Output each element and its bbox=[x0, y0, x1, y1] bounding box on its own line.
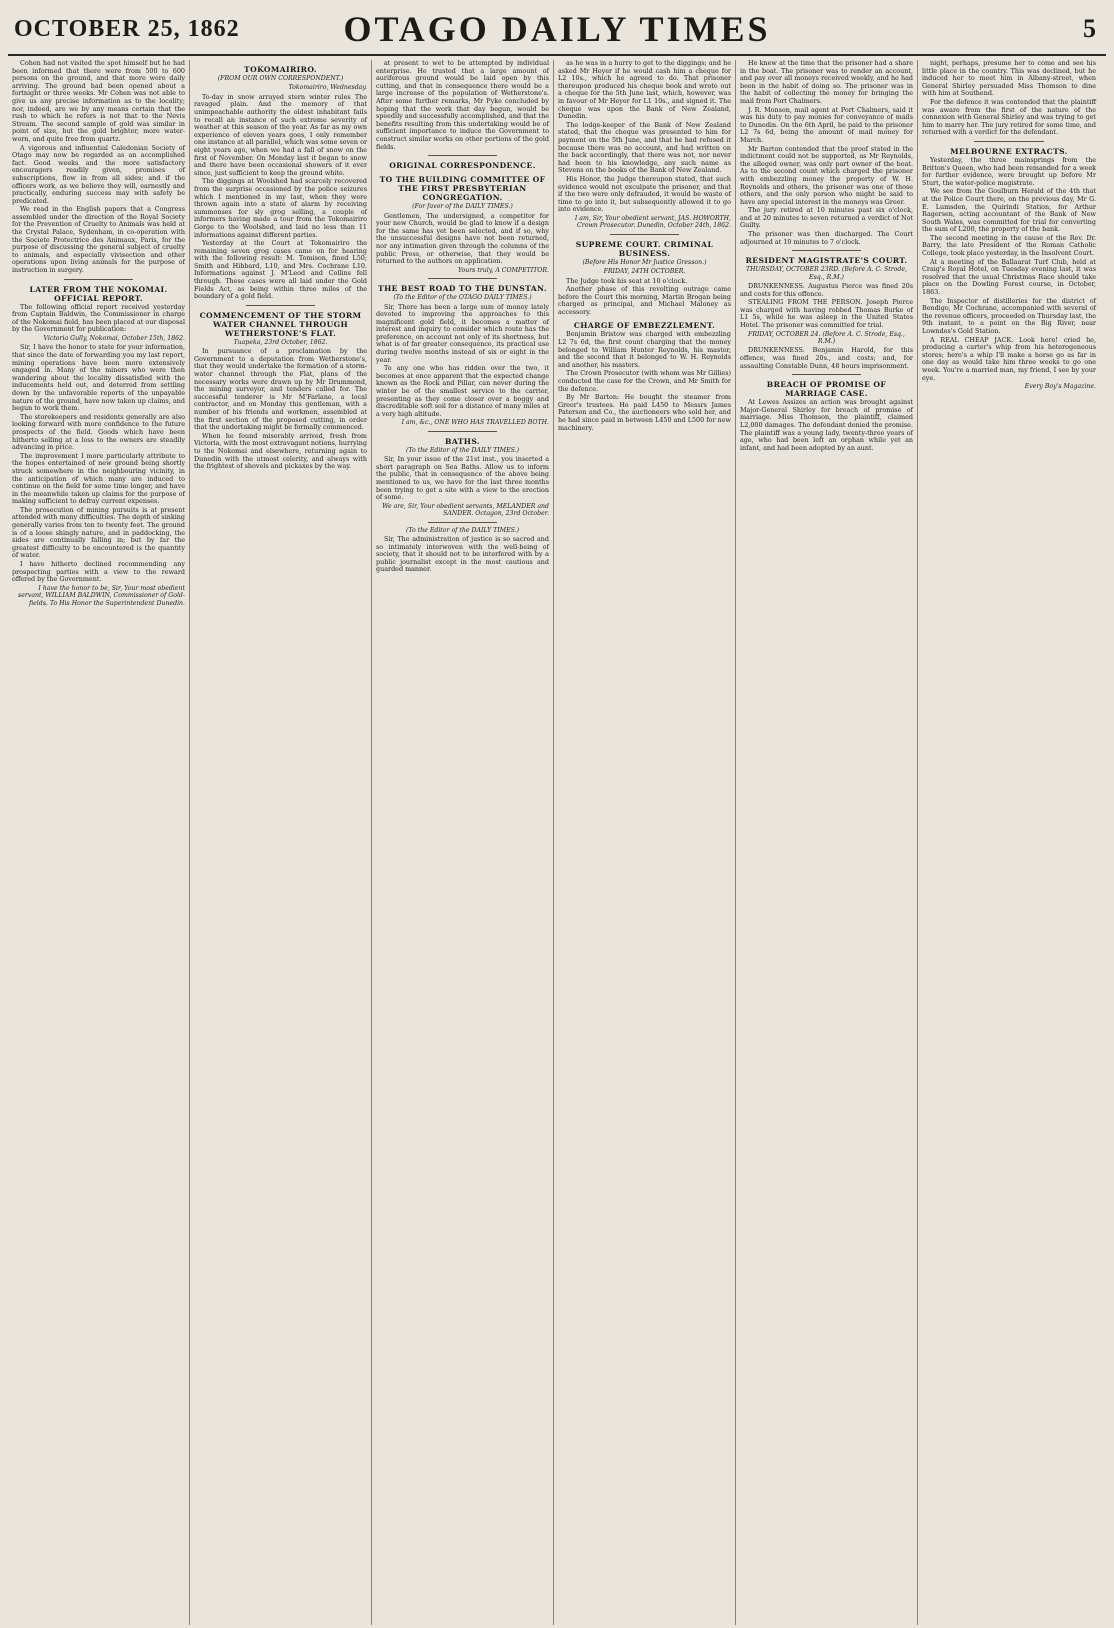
paragraph: The improvement I more particularly attribute to the hopes entertained of new ground being shortly struck somewhere in the neighbouring vicinity, in the anticipation of which many are induced to continue on the field for some time longer, and have in the meanwhile taken up claims for the purpose of making sufficient to defray current expenses. bbox=[12, 451, 185, 506]
paragraph: night, perhaps, presume her to come and see his little place in the country. This was declined, but he induced her to meet him in Albany-street, when General Shirley persuaded Miss Thomson to dine with him at Southend. bbox=[922, 60, 1096, 98]
paragraph: We read in the English papers that a Congress assembled under the direction of the Royal Society for the Prevention of Cruelty to Animals was held at the Crystal Palace, Sydenham, in co-operation with the Societe Protectrice des Animaux, Paris, for the purpose of discussing the general subject of cruelty to animals, and especially vivisection and other operations upon living animals for the purpose of instruction in surgery. bbox=[12, 205, 185, 275]
column-2 bbox=[190, 60, 372, 1625]
paragraph: Another phase of this revolting outrage came before the Court this morning, Martin Brogan being charged as principal, and Michael Maloney as accessory. bbox=[558, 285, 731, 316]
column-4 bbox=[554, 60, 736, 1625]
paragraph: To-day in snow arrayed stern winter rules The ravaged plain. And the memory of that unimpeachable authority the oldest inhabitant fails to recall an instance of such extreme severity of weather at this season of the year. As far as my own experience of eleven years goes, I only remember one instance at all parallel, which was some seven or eight years ago, when we had a fall of snow on the first of November. On Monday last it began to snow and there have been occasional showers of it ever since, just sufficient to keep the ground white. bbox=[194, 92, 367, 177]
columns bbox=[8, 60, 1106, 1625]
signature: Yours truly, A COMPETITOR. bbox=[457, 266, 549, 274]
paragraph: The Crown Prosecutor (with whom was Mr Gillies) conducted the case for the Crown, and Mr Smith for the defence. bbox=[558, 369, 731, 393]
issue-date: OCTOBER 25, 1862 bbox=[14, 16, 240, 42]
paragraph: Sir, I have the honor to state for your information, that since the date of forwarding you my last report, mining operations have been more extensively engaged in. Many of the miners who were then wandering about the locality dissatisfied with the inducements held out, and deterred from settling down by the unfavorable reports of the unpayable nature of the ground, have now taken up claims, and begun to work them. bbox=[12, 343, 185, 413]
column-6 bbox=[918, 60, 1100, 1625]
court-note: THURSDAY, OCTOBER 23RD. (Before A. C. Strode, Esq., R.M.) bbox=[745, 266, 907, 281]
newspaper-title: OTAGO DAILY TIMES bbox=[343, 9, 771, 49]
court-note: FRIDAY, OCTOBER 24. (Before A. C. Strode, Esq., R.M.) bbox=[748, 330, 905, 346]
letter-heading: BATHS. bbox=[445, 436, 480, 446]
divider bbox=[974, 141, 1044, 142]
paragraph: Cohen had not visited the spot himself but he had been informed that there were from 500 to 600 persons on the ground, and that more were daily arriving. The ground had been opened about a fortnight or three weeks. Mr Cohen was not able to give us any precise information as to the locality; nor, indeed, are we by any means certain that the rush to which he refers is not that to the Nevis Stream. The second sample of gold was similar in point of size, but the gold brighter, more water-worn, and quite free from quartz. bbox=[12, 60, 185, 143]
column-5 bbox=[736, 60, 918, 1625]
dateline: Tuapeka, 23rd October, 1862. bbox=[233, 338, 328, 346]
paragraph: STEALING FROM THE PERSON. Joseph Pierce was charged with having robbed Thomas Burke of L1 5s, while he was asleep in the United States Hotel. The prisoner was committed for trial. bbox=[740, 298, 913, 330]
paragraph: Yesterday, the three mainsprings from the Britton's Queen, who had been remanded for a week for further evidence, were brought up before Mr Sturt, the water-police magistrate. bbox=[922, 155, 1096, 187]
paragraph: At a meeting of the Ballaarat Turf Club, held at Craig's Royal Hotel, on Tuesday evening last, it was resolved that the usual Christmas Race should take place on the Dowling Forest course, in October, 1863. bbox=[922, 257, 1096, 297]
dateline: Victoria Gully, Nokomai, October 15th, 1862. bbox=[43, 335, 185, 342]
signature: I have the honor to be, Sir, Your most obedient servant, WILLIAM BALDWIN, Commissioner of Gold-fields. To His Honor the Superintendent Dunedin. bbox=[18, 584, 185, 607]
column-3 bbox=[372, 60, 554, 1625]
paragraph: A REAL CHEAP JACK. Look here! cried he, producing a carter's whip from his heterogeneous stores; here's a whip I'll make a horse go as far in one day as would take him three weeks to go one week. You're a married man, my friend, I see by your eye. bbox=[922, 335, 1096, 382]
letter-note: (To the Editor of the OTAGO DAILY TIMES.) bbox=[393, 294, 532, 302]
section-heading: ORIGINAL CORRESPONDENCE. bbox=[389, 161, 536, 171]
article-heading: BREACH OF PROMISE OF MARRIAGE CASE. bbox=[766, 380, 887, 399]
paragraph: The following official report received yesterday from Captain Baldwin, the Commissioner in charge of the Nokomai field, has been placed at our disposal by the Government for publication: bbox=[12, 302, 185, 334]
court-note: (Before His Honor Mr Justice Gresson.) bbox=[582, 258, 707, 266]
paragraph: Sir, The administration of justice is so sacred and so intimately interwoven with the well-being of society, that it should not to be interfered with by a public journalist except in the most cautious and guarded manner. bbox=[376, 535, 549, 574]
letter-note: (To the Editor of the DAILY TIMES.) bbox=[406, 526, 519, 534]
article-heading: MELBOURNE EXTRACTS. bbox=[950, 146, 1068, 156]
paragraph: When he found miserably arrived, fresh from Victoria, with the most extravagant notions, hurrying to the Nokomai and elsewhere, returning again to Dunedin with the utmost celerity, and always with the frightest of shovels and pickaxes by the way. bbox=[194, 431, 367, 471]
signature: We are, Sir, Your obedient servants, MELANDER and SANDER. Octagon, 23rd October. bbox=[382, 502, 549, 518]
letter-heading: TO THE BUILDING COMMITTEE OF THE FIRST PRESBYTERIAN CONGREGATION. bbox=[379, 175, 546, 203]
page-number: 5 bbox=[1083, 14, 1096, 43]
divider bbox=[428, 431, 497, 432]
paragraph: At Lewes Assizes an action was brought against Major-General Shirley for breach of promise of marriage. Miss Thomson, the plaintiff, claimed L2,000 damages. The defendant denied the promise. The plaintiff was a young lady, twenty-three years of age, who had been left an orphan while yet an infant, and had been adopted by an aunt. bbox=[740, 398, 913, 452]
divider bbox=[792, 374, 861, 375]
divider bbox=[428, 155, 497, 156]
column-1 bbox=[8, 60, 190, 1625]
paragraph: DRUNKENNESS. Augustus Pierce was fined 20s and costs for this offence. bbox=[740, 282, 913, 298]
letter-note: (For favor of the DAILY TIMES.) bbox=[412, 203, 513, 211]
paragraph: The diggings at Woolshed had scarcely recovered from the surprise occasioned by the police seizures which I mentioned in my last, when they were thrown again into a state of alarm by receiving summonses for sly grog selling, a couple of informers having made a tour from the Tokomairiro Gorge to the Woolshed, and laid no less than 11 informations against different parties. bbox=[194, 177, 367, 239]
paragraph: The prisoner was then discharged. The Court adjourned at 10 minutes to 7 o'clock. bbox=[740, 230, 913, 246]
divider bbox=[610, 234, 679, 235]
paragraph: J. R. Monson, mail agent at Port Chalmers, said it was his duty to pay monies for conveyance of mails to Dunedin. On the 6th April, he paid to the prisoner L2 7s 6d, being the amount of mail money for March. bbox=[740, 105, 913, 144]
paragraph: as he was in a hurry to get to the diggings; and he asked Mr Heyer if he would cash him a cheque for L2 10s., which he agreed to do. That prisoner thereupon produced his cheque book and wrote out a cheque for the 5th June last, which, however, was in favour of Mr Heyer for L1 10s., and signed it. The cheque was upon the Bank of New Zealand, Dunedin. bbox=[558, 60, 731, 121]
paragraph: Benjamin Bristow was charged with embezzling L2 7s 6d, the first count charging that the money belonged to William Hunter Reynolds, his master, and the second that it belonged to W. H. Reynolds and another, his masters. bbox=[558, 330, 731, 369]
paragraph: Sir, There has been a large sum of money lately devoted to improving the approaches to this magnificent gold field, it becomes a matter of interest and inquiry to consider which route has the preference, on account not only of its shortness, but what is of far greater consequence, its practical use during twelve months instead of six or eight in the year. bbox=[376, 302, 549, 364]
paragraph: The storekeepers and residents generally are also looking forward with more confidence to the future prospects of the field. Goods which have been hitherto selling at a loss to the owners are steadily advancing in price. bbox=[12, 412, 185, 452]
divider bbox=[792, 250, 861, 251]
paragraph: His Honor, the Judge thereupon stated, that such evidence would not exculpate the prisoner, and that if the two were only defrauded, it would be waste of time to go into it, but subsequently allowed it to go into evidence. bbox=[558, 174, 731, 214]
paragraph: Gentlemen, The undersigned, a competitor for your new Church, would be glad to know if a design for the same has yet been selected, and if so, why the unsuccessful designs have not been returned, nor any intimation given through the columns of the public Press, or otherwise, that they would be returned to the authors on application. bbox=[376, 211, 549, 266]
paragraph: The lodge-keeper of the Bank of New Zealand stated, that the cheque was presented to him for payment on the 5th June, and that he had refused it because there was no account, and had written on the back accordingly, that there was not, nor never had been to his knowledge, any such name as Stevens on the books of the Bank of New Zealand. bbox=[558, 120, 731, 175]
paragraph: In pursuance of a proclamation by the Government to a deputation from Wetherstone's, that they would undertake the formation of a storm-water channel through the Flat, plans of the necessary works were drawn up by Mr Drummond, the mining surveyor, and tenders called for. The successful tenderer is Mr M'Farlane, a local contractor, and on Monday this gentleman, with a number of his friends and workmen, assembled at the first section of the proposed cutting, in order that the undertaking might be formally commenced. bbox=[194, 347, 367, 432]
dateline: Tokomairiro, Wednesday. bbox=[288, 84, 367, 92]
paragraph: To any one who has ridden over the two, it becomes at once apparent that the expected change known as the Rock and Pillar, can never during the winter be of the smallest service to the carrier, presenting as they come closer over a boggy and discreditable soft soil for a distance of many miles at a very high altitude. bbox=[376, 364, 549, 418]
divider bbox=[428, 278, 497, 279]
letter-heading: THE BEST ROAD TO THE DUNSTAN. bbox=[378, 284, 547, 294]
paragraph: A vigorous and influential Caledonian Society of Otago may now be regarded as an accomplished fact. Good weeks and the more satisfactory encouragers readily given, promises of subscriptions, flow in from all sides; and if the officers work, as we believe they will, earnestly and practically, enduring success may with safety be predicated. bbox=[12, 143, 185, 205]
paragraph: The Inspector of distilleries for the district of Bendigo, Mr Cochrane, accompanied with several of the revenue officers, proceeded on Thursday last, the 9th instant, to a point on the Big River, near Lowndes's Gold Station. bbox=[922, 296, 1096, 335]
article-heading: TOKOMAIRIRO. bbox=[244, 65, 317, 74]
divider bbox=[64, 279, 133, 280]
paragraph: He knew at the time that the prisoner had a share in the boat. The prisoner was to render an account, and pay over all moneys received weekly, and he had been in the habit of doing so. The prisoner was in the habit of collecting the money for bringing the mail from Port Chalmers. bbox=[740, 60, 913, 105]
divider bbox=[428, 522, 497, 523]
court-date: FRIDAY, 24TH OCTOBER. bbox=[603, 268, 686, 276]
article-heading: LATER FROM THE NOKOMAI. OFFICIAL REPORT. bbox=[29, 284, 168, 303]
paragraph: For the defence it was contended that the plaintiff was aware from the first of the nature of the connexion with General Shirley and was trying to get him to marry her. The jury retired for some time, and returned with a verdict for the defendant. bbox=[922, 97, 1096, 137]
paragraph: The prosecution of mining pursuits is at present attended with many difficulties. The depth of sinking generally varies from ten to twenty feet. The ground is of a loose shingly nature, and in paddocking, the sides are continually falling in; but by far the greatest difficulty to be encountered is the quantity of water. bbox=[12, 505, 185, 560]
paragraph: We see from the Goulburn Herald of the 4th that at the Police Court there, on the previous day, Mr G. E. Lumsden, the Quirindi Station, for Arthur Ragersen, acting accountant of the Bank of New South Wales, was committed for trial for converting the sum of L200, the property of the bank. bbox=[922, 187, 1096, 234]
paragraph: at present to wet to be attempted by individual enterprise. He trusted that a large amount of auriferous ground would be laid open by this cutting, and that in consequence there would be a large increase of the population of Wetherstone's. After some further remarks, Mr Pyke concluded by hoping that the work that day begun, would be speedily and successfully accomplished, and that the benefits resulting from this undertaking would be of sufficient importance to induce the Government to construct similar works on other portions of the gold fields. bbox=[376, 60, 549, 151]
paragraph: The jury retired at 10 minutes past six o'clock, and at 20 minutes to seven returned a verdict of Not Guilty. bbox=[740, 206, 913, 230]
case-heading: CHARGE OF EMBEZZLEMENT. bbox=[573, 321, 716, 331]
paragraph: The second meeting in the cause of the Rev. Dr. Barry, the late President of the Roman Catholic College, took place yesterday, in the Insolvent Court. bbox=[922, 233, 1096, 258]
paragraph: The Judge took his seat at 10 o'clock. bbox=[566, 276, 688, 285]
signature: I am, Sir, Your obedient servant, JAS. HOWORTH, Crown Prosecutor. Dunedin, October 24th, 1862. bbox=[574, 214, 731, 230]
signature: I am, &c., ONE WHO HAS TRAVELLED BOTH. bbox=[401, 419, 549, 427]
divider bbox=[246, 305, 315, 306]
article-heading: SUPREME COURT. CRIMINAL BUSINESS. bbox=[575, 239, 714, 258]
paragraph: Yesterday at the Court at Tokomairiro the remaining seven grog cases came on for hearing with the following result: M. Tomison, fined L50; Smith and Hibbard, L10, and Mrs. Cochrane L10. Informations against J. M'Leod and Collins fell through. These cases were all laid under the Gold Fields Act, as being within three miles of the boundary of a gold field. bbox=[194, 239, 367, 301]
paragraph: By Mr Barton: He bought the steamer from Greer's trustees. He paid L450 to Messrs James Paterson and Co., the auctioneers who sold her, and he had since paid in between L450 and L500 for new machinery. bbox=[558, 393, 731, 432]
article-heading: RESIDENT MAGISTRATE'S COURT. bbox=[745, 256, 908, 266]
masthead bbox=[8, 6, 1106, 56]
paragraph: Sir, In your issue of the 21st inst., you inserted a short paragraph on Sea Baths. Allow us to inform the public, that in consequence of the above being mentioned to us, we have for the last three months been trying to get a site with a view to the erection of some. bbox=[376, 455, 549, 502]
paragraph: DRUNKENNESS. Benjamin Harold, for this offence, was fined 20s., and costs; and, for assaulting Constable Dunn, 48 hours imprisonment. bbox=[740, 346, 913, 370]
paragraph: I have hitherto declined recommending any prospecting parties with a view to the reward offered by the Government. bbox=[12, 560, 185, 584]
byline: (FROM OUR OWN CORRESPONDENT.) bbox=[217, 75, 344, 82]
paragraph: Mr Barton contended that the proof stated in the indictment could not be supported, as Mr Reynolds, the alleged owner, was only part owner of the boat. As to the second count which charged the prisoner with embezzling money the property of W. H. Reynolds and others, the prisoner was one of those others, and the only person who might be said to have any special interest in the moneys was Greer. bbox=[740, 144, 913, 206]
letter-note: (To the Editor of the DAILY TIMES.) bbox=[406, 446, 519, 454]
article-heading: COMMENCEMENT OF THE STORM WATER CHANNEL THROUGH WETHERSTONE'S FLAT. bbox=[199, 310, 362, 338]
source-credit: Every Boy's Magazine. bbox=[1024, 383, 1096, 391]
